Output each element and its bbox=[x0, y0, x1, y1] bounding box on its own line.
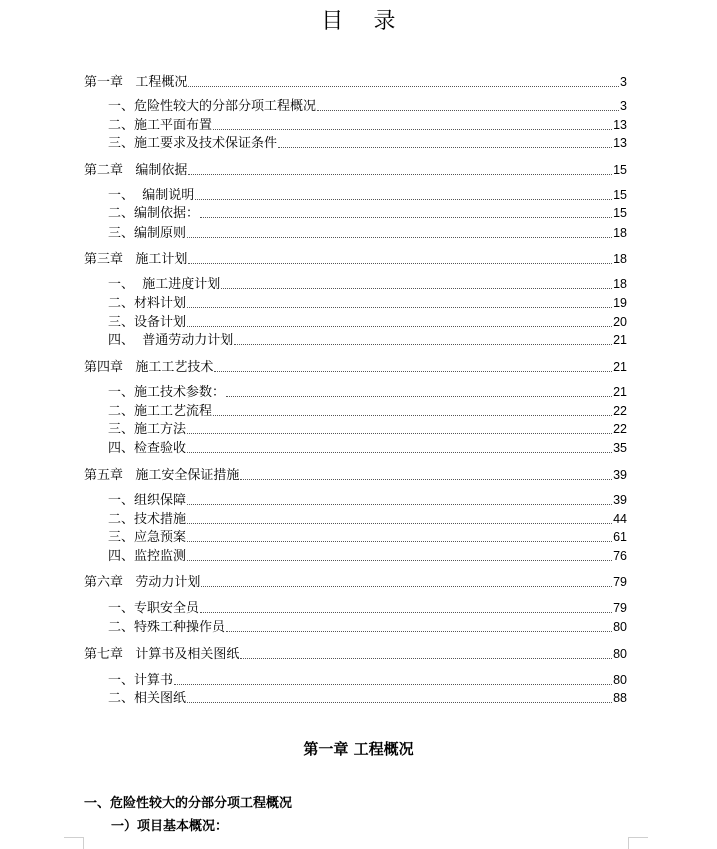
toc-dot-leader bbox=[174, 683, 612, 685]
toc-page-number: 22 bbox=[613, 422, 627, 436]
toc-page-number: 22 bbox=[613, 404, 627, 418]
toc-section-entry[interactable] bbox=[108, 547, 627, 565]
toc-dot-leader bbox=[187, 432, 612, 434]
toc-dot-leader bbox=[188, 85, 619, 87]
toc-dot-leader bbox=[221, 287, 612, 289]
toc-section-entry[interactable] bbox=[108, 420, 627, 438]
toc-section-entry[interactable] bbox=[108, 313, 627, 331]
toc-page-number: 80 bbox=[613, 647, 627, 661]
toc-section-entry[interactable] bbox=[108, 275, 627, 293]
toc-section-entry[interactable] bbox=[108, 97, 627, 115]
toc-page-number: 39 bbox=[613, 468, 627, 482]
toc-page-number: 18 bbox=[613, 277, 627, 291]
toc-dot-leader bbox=[234, 343, 612, 345]
toc-dot-leader bbox=[187, 540, 612, 542]
toc-title-char-1: 目 bbox=[321, 9, 344, 34]
toc-dot-leader bbox=[187, 522, 612, 524]
sub-heading: 一）项目基本概况： bbox=[111, 819, 229, 834]
toc-section-entry[interactable] bbox=[108, 510, 627, 528]
page-corner-mark-right-v bbox=[628, 837, 629, 849]
toc-entry-text: 三、施工要求及技术保证条件 bbox=[108, 136, 278, 151]
toc-section-entry[interactable] bbox=[108, 618, 627, 636]
toc-dot-leader bbox=[187, 306, 612, 308]
section-heading: 一、危险性较大的分部分项工程概况 bbox=[84, 796, 293, 811]
toc-page-number: 21 bbox=[613, 360, 627, 374]
toc-section-entry[interactable] bbox=[108, 439, 627, 457]
toc-page-number: 61 bbox=[613, 530, 627, 544]
toc-page-number: 80 bbox=[613, 673, 627, 687]
toc-entry-text: 第六章 劳动力计划 bbox=[84, 575, 201, 590]
toc-section-entry[interactable] bbox=[108, 186, 627, 204]
toc-page-number: 18 bbox=[613, 252, 627, 266]
toc-entry-text: 三、编制原则 bbox=[108, 226, 187, 241]
toc-dot-leader bbox=[195, 198, 612, 200]
chapter-heading: 第一章 工程概况 bbox=[303, 740, 414, 758]
toc-title bbox=[0, 4, 717, 35]
toc-entry-text: 一、 施工进度计划 bbox=[108, 277, 221, 292]
toc-entry-text: 第五章 施工安全保证措施 bbox=[84, 468, 240, 483]
toc-page-number: 35 bbox=[613, 441, 627, 455]
toc-entry-text: 四、检查验收 bbox=[108, 441, 187, 456]
toc-dot-leader bbox=[226, 630, 612, 632]
toc-section-entry[interactable] bbox=[108, 294, 627, 312]
toc-page-number: 15 bbox=[613, 206, 627, 220]
page-corner-mark-left-h bbox=[64, 837, 84, 838]
toc-page-number: 39 bbox=[613, 493, 627, 507]
toc-dot-leader bbox=[187, 236, 612, 238]
toc-section-entry[interactable] bbox=[108, 383, 627, 401]
toc-page-number: 79 bbox=[613, 601, 627, 615]
toc-dot-leader bbox=[187, 325, 612, 327]
toc-entry-text: 二、施工工艺流程 bbox=[108, 404, 213, 419]
toc-dot-leader bbox=[240, 657, 612, 659]
toc-entry-text: 三、设备计划 bbox=[108, 315, 187, 330]
toc-title-char-2: 录 bbox=[373, 9, 396, 34]
toc-page-number: 21 bbox=[613, 385, 627, 399]
toc-entry-text: 二、材料计划 bbox=[108, 296, 187, 311]
toc-section-entry[interactable] bbox=[108, 528, 627, 546]
toc-dot-leader bbox=[200, 611, 612, 613]
toc-entry-text: 二、编制依据： bbox=[108, 206, 200, 221]
toc-dot-leader bbox=[201, 585, 612, 587]
toc-entry-text: 第七章 计算书及相关图纸 bbox=[84, 647, 240, 662]
toc-section-entry[interactable] bbox=[108, 224, 627, 242]
toc-entry-text: 一、计算书 bbox=[108, 673, 174, 688]
toc-section-entry[interactable] bbox=[108, 671, 627, 689]
toc-entry-text: 第一章 工程概况 bbox=[84, 75, 188, 90]
toc-page-number: 76 bbox=[613, 549, 627, 563]
toc-chapter-entry[interactable] bbox=[84, 250, 627, 268]
toc-dot-leader bbox=[214, 370, 612, 372]
toc-section-entry[interactable] bbox=[108, 134, 627, 152]
toc-entry-text: 一、组织保障 bbox=[108, 493, 187, 508]
toc-dot-leader bbox=[187, 451, 612, 453]
toc-entry-text: 四、监控监测 bbox=[108, 549, 187, 564]
toc-dot-leader bbox=[278, 146, 612, 148]
toc-dot-leader bbox=[213, 414, 612, 416]
toc-dot-leader bbox=[240, 478, 612, 480]
toc-dot-leader bbox=[200, 216, 612, 218]
toc-entry-text: 二、技术措施 bbox=[108, 512, 187, 527]
toc-page-number: 3 bbox=[620, 99, 627, 113]
toc-entry-text: 三、施工方法 bbox=[108, 422, 187, 437]
toc-dot-leader bbox=[317, 109, 619, 111]
toc-dot-leader bbox=[213, 128, 612, 130]
toc-entry-text: 第四章 施工工艺技术 bbox=[84, 360, 214, 375]
toc-chapter-entry[interactable] bbox=[84, 161, 627, 179]
toc-page-number: 18 bbox=[613, 226, 627, 240]
toc-chapter-entry[interactable] bbox=[84, 466, 627, 484]
toc-entry-text: 一、 编制说明 bbox=[108, 188, 195, 203]
toc-entry-text: 二、施工平面布置 bbox=[108, 118, 213, 133]
toc-page-number: 79 bbox=[613, 575, 627, 589]
toc-chapter-entry[interactable] bbox=[84, 645, 627, 663]
toc-section-entry[interactable] bbox=[108, 402, 627, 420]
toc-page-number: 15 bbox=[613, 163, 627, 177]
toc-page-number: 88 bbox=[613, 691, 627, 705]
toc-entry-text: 一、专职安全员 bbox=[108, 601, 200, 616]
toc-section-entry[interactable] bbox=[108, 204, 627, 222]
toc-dot-leader bbox=[187, 701, 612, 703]
toc-entry-text: 二、相关图纸 bbox=[108, 691, 187, 706]
toc-section-entry[interactable] bbox=[108, 599, 627, 617]
toc-page-number: 13 bbox=[613, 136, 627, 150]
toc-entry-text: 第二章 编制依据 bbox=[84, 163, 188, 178]
toc-section-entry[interactable] bbox=[108, 331, 627, 349]
toc-section-entry[interactable] bbox=[108, 689, 627, 707]
toc-chapter-entry[interactable] bbox=[84, 73, 627, 91]
toc-entry-text: 三、应急预案 bbox=[108, 530, 187, 545]
page-corner-mark-right-h bbox=[628, 837, 648, 838]
toc-entry-text: 二、特殊工种操作员 bbox=[108, 620, 226, 635]
toc-page-number: 13 bbox=[613, 118, 627, 132]
toc-dot-leader bbox=[187, 559, 612, 561]
toc-page-number: 15 bbox=[613, 188, 627, 202]
toc-dot-leader bbox=[226, 395, 612, 397]
toc-page-number: 80 bbox=[613, 620, 627, 634]
toc-section-entry[interactable] bbox=[108, 491, 627, 509]
toc-page-number: 19 bbox=[613, 296, 627, 310]
toc-page-number: 21 bbox=[613, 333, 627, 347]
toc-chapter-entry[interactable] bbox=[84, 358, 627, 376]
toc-entry-text: 一、危险性较大的分部分项工程概况 bbox=[108, 99, 317, 114]
toc-chapter-entry[interactable] bbox=[84, 573, 627, 591]
toc-section-entry[interactable] bbox=[108, 116, 627, 134]
toc-entry-text: 一、施工技术参数： bbox=[108, 385, 226, 400]
toc-page-number: 20 bbox=[613, 315, 627, 329]
toc-entry-text: 四、 普通劳动力计划 bbox=[108, 333, 234, 348]
toc-dot-leader bbox=[187, 503, 612, 505]
page-corner-mark-left-v bbox=[83, 837, 84, 849]
toc-page-number: 44 bbox=[613, 512, 627, 526]
toc-dot-leader bbox=[188, 262, 612, 264]
toc-page-number: 3 bbox=[620, 75, 627, 89]
toc-entry-text: 第三章 施工计划 bbox=[84, 252, 188, 267]
toc-dot-leader bbox=[188, 173, 612, 175]
